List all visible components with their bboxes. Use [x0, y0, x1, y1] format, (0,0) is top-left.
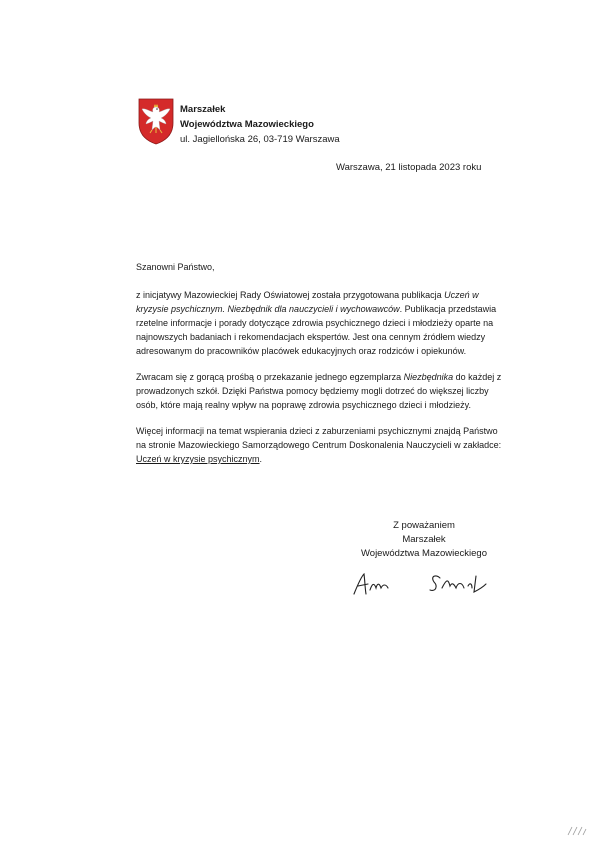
closing-greeting: Z poważaniem — [393, 520, 455, 531]
letter-date: Warszawa, 21 listopada 2023 roku — [336, 162, 482, 173]
closing-block — [356, 519, 492, 561]
closing-office: Województwa Mazowieckiego — [360, 548, 488, 559]
paragraph-2 — [136, 370, 502, 412]
handwritten-signature — [350, 564, 500, 600]
salutation: Szanowni Państwo, — [136, 262, 215, 272]
paragraph-1 — [136, 288, 502, 358]
letterhead-title: Marszałek — [180, 104, 226, 115]
paragraph-3-text-a: Więcej informacji na temat wspierania dzieci z zaburzeniami psychicznymi znajdą Państwo na stronie Mazowieckiego Samorządowego Centrum Doskonalenia Nauczycieli w zakładce: — [136, 426, 502, 450]
paragraph-2-text-a: Zwracam się z gorącą prośbą o przekazanie jednego egzemplarza — [136, 372, 404, 382]
letterhead-address: ul. Jagiellońska 26, 03-719 Warszawa — [180, 134, 340, 145]
page-corner-mark — [566, 825, 588, 837]
publication-title: Uczeń w kryzysie psychicznym. Niezbędnik dla nauczycieli i wychowawców — [136, 290, 479, 314]
publication-link[interactable]: Uczeń w kryzysie psychicznym — [136, 454, 260, 464]
letterhead — [180, 102, 340, 147]
paragraph-2-text-b: do każdej z prowadzonych szkół. Dzięki Państwa pomocy będziemy mogli dotrzeć do większej liczby osób, które mają realny wpływ na poprawę zdrowia psychicznego dzieci i młodzieży. — [136, 372, 502, 410]
mazovia-coat-of-arms-icon — [137, 97, 175, 145]
paragraph-3 — [136, 424, 502, 466]
paragraph-1-text-a: z inicjatywy Mazowieckiej Rady Oświatowej została przygotowana publikacja — [136, 290, 445, 300]
publication-short-title: Niezbędnika — [403, 372, 454, 382]
letter-body — [136, 260, 502, 478]
paragraph-1-text-b: . Publikacja przedstawia rzetelne informacje i porady dotyczące zdrowia psychicznego dzieci i młodzieży oparte na najnowszych badaniach i rekomendacjach ekspertów. Jest ona cennym źródłem wiedzy adresowanym do pracowników placówek edukacyjnych oraz rodziców i opiekunów. — [136, 304, 497, 356]
closing-title: Marszałek — [402, 534, 446, 545]
paragraph-3-text-b: . — [259, 454, 263, 464]
letterhead-subtitle: Województwa Mazowieckiego — [180, 119, 314, 130]
